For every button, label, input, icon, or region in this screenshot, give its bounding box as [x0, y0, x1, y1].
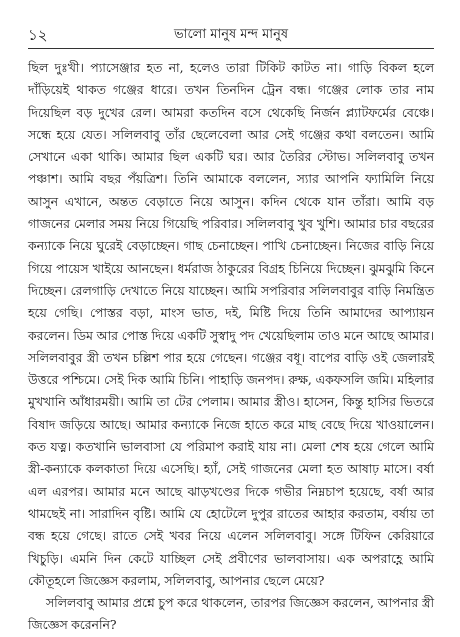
paragraph-1: ছিল দুঃখী। প্যাসেঞ্জার হত না, হলেও তারা টিকিট কাটত না। গাড়ি বিকল হলে দাঁড়িয়েই থাকত গঞ্জের ধারে। তখন তিনদিন ট্রেন বন্ধ। গঞ্জের লোক তার নাম দিয়েছিল বড় দুখের রেল। আমরা কতদিন বসে থেকেছি নির্জন প্ল্যাটফর্মের বেঞ্চে। সন্ধে হয়ে যেত। সলিলবাবু তাঁর ছেলেবেলা আর সেই গঞ্জের কথা বলতেন। আমি সেখানে একা থাকি। আমার ছিল একটি ঘর। আর তৈরির স্টোভ। সলিলবাবু তখন পঞ্চাশ। আমি বছর পঁয়ত্রিশ। তিনি আমাকে বললেন, স্যার আপনি ফ্যামিলি নিয়ে আসুন এখানে, অন্তত বেড়াতে নিয়ে আসুন। কদিন থেকে যান তাঁরা। আমি বড় গাজনের মেলার সময় নিয়ে গিয়েছি পরিবার। সলিলবাবু খুব খুশি। আমার চার বছরের কন্যাকে নিয়ে ঘুরেই বেড়াচ্ছেন। গাছ চেনাচ্ছেন। পাখি চেনাচ্ছেন। নিজের বাড়ি নিয়ে গিয়ে পায়েস খাইয়ে আনছেন। ধর্মরাজ ঠাকুরের বিগ্রহ চিনিয়ে দিচ্ছেন। ঝুমঝুমি কিনে দিচ্ছেন। রেলগাড়ি দেখাতে নিয়ে যাচ্ছেন। আমি সপরিবার সলিলবাবুর বাড়ি নিমন্ত্রিত হয়ে গেছি। পোস্তর বড়া, মাংস ভাত, দই, মিষ্টি দিয়ে তিনি আমাদের আপ্যায়ন করলেন। ডিম আর পোস্ত দিয়ে একটি সুস্বাদু পদ খেয়েছিলাম তাও মনে আছে আমার। সলিলবাবুর স্ত্রী তখন চল্লিশ পার হয়ে গেছেন। গঞ্জের বধূ। বাপের বাড়ি ওই জেলারই উত্তরে পশ্চিমে। সেই দিক আমি চিনি। পাহাড়ি জনপদ। রুক্ষ, একফসলি জমি। মহিলার মুখখানি আঁধারময়ী। আমি তা টের পেলাম। আমার স্ত্রীও। হাসেন, কিন্তু হাসির ভিতরে বিষাদ জড়িয়ে আছে। আমার কন্যাকে নিজে হাতে করে মাছ বেছে দিয়ে খাওয়ালেন। কত যত্ন। কতখানি ভালবাসা যে পরিমাপ করাই যায় না। মেলা শেষ হয়ে গেলে আমি স্ত্রী-কন্যাকে কলকাতা দিয়ে এসেছি। হ্যাঁ, সেই গাজনের মেলা হত আষাঢ় মাসে। বর্ষা এল এরপর। আমার মনে আছে ঝাড়খণ্ডের দিকে গভীর নিম্নচাপ হয়েছে, বর্ষা আর থামছেই না। সারাদিন বৃষ্টি। আমি যে হোটেলে দুপুর রাতের আহার করতাম, বর্ষায় তা বন্ধ হয়ে গেছে। রাতে সেই খবর নিয়ে এলেন সলিলবাবু। সঙ্গে টিফিন কেরিয়ারে খিচুড়ি। এমনি দিন কেটে যাচ্ছিল সেই প্রবীণের ভালবাসায়। এক অপরাহ্ণে আমি কৌতূহলে জিজ্ঞেস করলাম, সলিলবাবু, আপনার ছেলে মেয়ে? — [28, 60, 434, 588]
page-header — [28, 22, 434, 49]
paragraph-2: সলিলবাবু আমার প্রশ্নে চুপ করে থাকলেন, তারপর জিজ্ঞেস করলেন, আপনার স্ত্রী জিজ্ঞেস করেননি? — [28, 595, 434, 633]
page-number: ১২ — [28, 26, 48, 44]
running-title: ভালো মানুষ মন্দ মানুষ — [173, 27, 288, 42]
body-text — [28, 57, 434, 637]
